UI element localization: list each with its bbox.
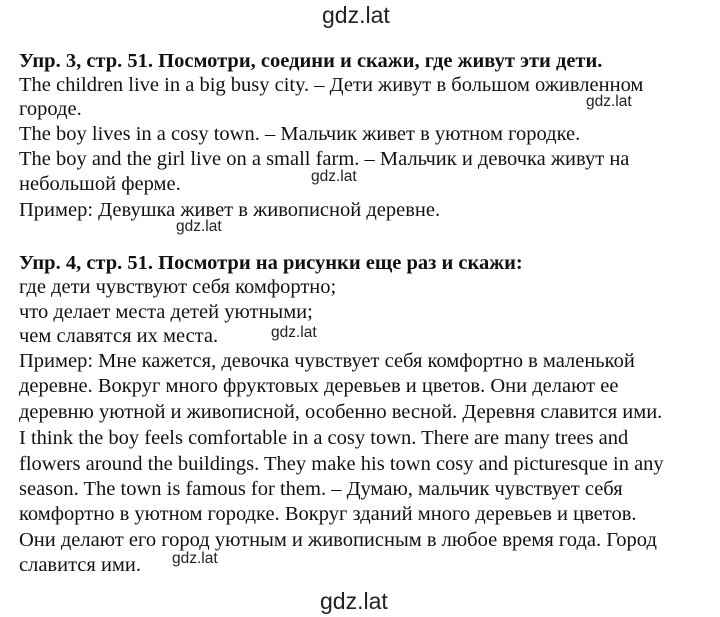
- exercise-4-line: комфортно в уютном городке. Вокруг зданий много деревьев и цветов.: [19, 503, 637, 525]
- exercise-3-line: The boy lives in a cosy town. – Мальчик живет в уютном городке.: [19, 123, 581, 145]
- exercise-4-line: flowers around the buildings. They make his town cosy and picturesque in any: [19, 453, 664, 475]
- exercise-4-line: чем славятся их места.: [19, 325, 219, 347]
- exercise-4-line: Они делают его город уютным и живописным в любое время года. Город: [19, 529, 657, 551]
- exercise-3-line: The children live in a big busy city. – Дети живут в большом оживленном: [19, 74, 644, 96]
- exercise-3-line: городе.: [19, 98, 82, 120]
- exercise-3-line: The boy and the girl live on a small farm. – Мальчик и девочка живут на: [19, 148, 630, 170]
- watermark-inline: gdz.lat: [586, 93, 632, 110]
- watermark-bottom: gdz.lat: [320, 588, 388, 614]
- exercise-4-line: славится ими.: [19, 554, 141, 576]
- exercise-3-line: Пример: Девушка живет в живописной деревне.: [19, 199, 441, 221]
- exercise-3-line: небольшой ферме.: [19, 173, 181, 195]
- exercise-4-line: что делает места детей уютными;: [19, 301, 313, 323]
- exercise-4-line: где дети чувствуют себя комфортно;: [19, 276, 337, 298]
- exercise-3-heading: Упр. 3, стр. 51. Посмотри, соедини и скажи, где живут эти дети.: [19, 50, 603, 72]
- watermark-inline: gdz.lat: [172, 550, 218, 567]
- exercise-4-line: I think the boy feels comfortable in a cosy town. There are many trees and: [19, 427, 629, 449]
- exercise-4-line: Пример: Мне кажется, девочка чувствует себя комфортно в маленькой: [19, 350, 635, 372]
- watermark-inline: gdz.lat: [271, 324, 317, 341]
- watermark-inline: gdz.lat: [176, 218, 222, 235]
- watermark-inline: gdz.lat: [311, 168, 357, 185]
- watermark-top: gdz.lat: [322, 2, 390, 28]
- exercise-4-line: деревню уютной и живописной, особенно весной. Деревня славится ими.: [19, 401, 663, 423]
- exercise-4-line: деревне. Вокруг много фруктовых деревьев и цветов. Они делают ее: [19, 375, 619, 397]
- exercise-4-heading: Упр. 4, стр. 51. Посмотри на рисунки еще раз и скажи:: [19, 252, 523, 274]
- exercise-4-line: season. The town is famous for them. – Думаю, мальчик чувствует себя: [19, 478, 623, 500]
